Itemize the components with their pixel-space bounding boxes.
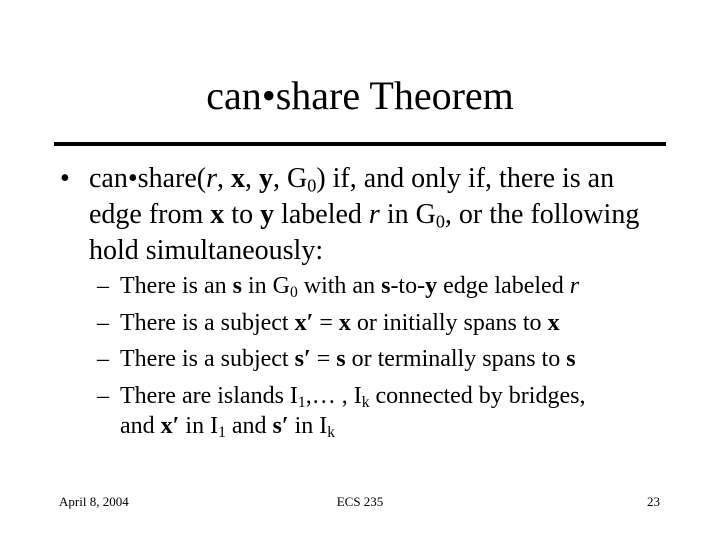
bullet-text: can•share(r, x, y, $G_0$) if, and only if, there is an edge from x to y labeled r in $G_0$, or the following hold simultaneously: [89,163,640,266]
footer-course: ECS 235 [336,494,384,509]
sub-bullet-marker: – [97,383,109,409]
slide-title: can•share Theorem [206,73,514,118]
title-divider [54,142,666,146]
sub-bullet-marker: – [97,273,109,299]
sub-bullet-marker: – [97,310,109,336]
sub-bullet-text: There is a subject x′ = x or initially spans to x [120,310,560,336]
sub-bullet-marker: – [97,346,109,372]
sub-bullet-text: There are islands $I_1,\dots$ , $I_k$ connected by bridges, and x′ in $I_1$ and s′ in $I_k$ [120,383,586,441]
sub-bullet-text: There is an s in $G_0$ with an s-to-y edge labeled r [120,273,580,301]
sub-bullet-text: There is a subject s′ = s or terminally spans to s [120,346,576,372]
bullet-marker: • [60,163,70,194]
footer-page-number: 23 [647,494,660,509]
footer-date: April 8, 2004 [59,494,129,509]
